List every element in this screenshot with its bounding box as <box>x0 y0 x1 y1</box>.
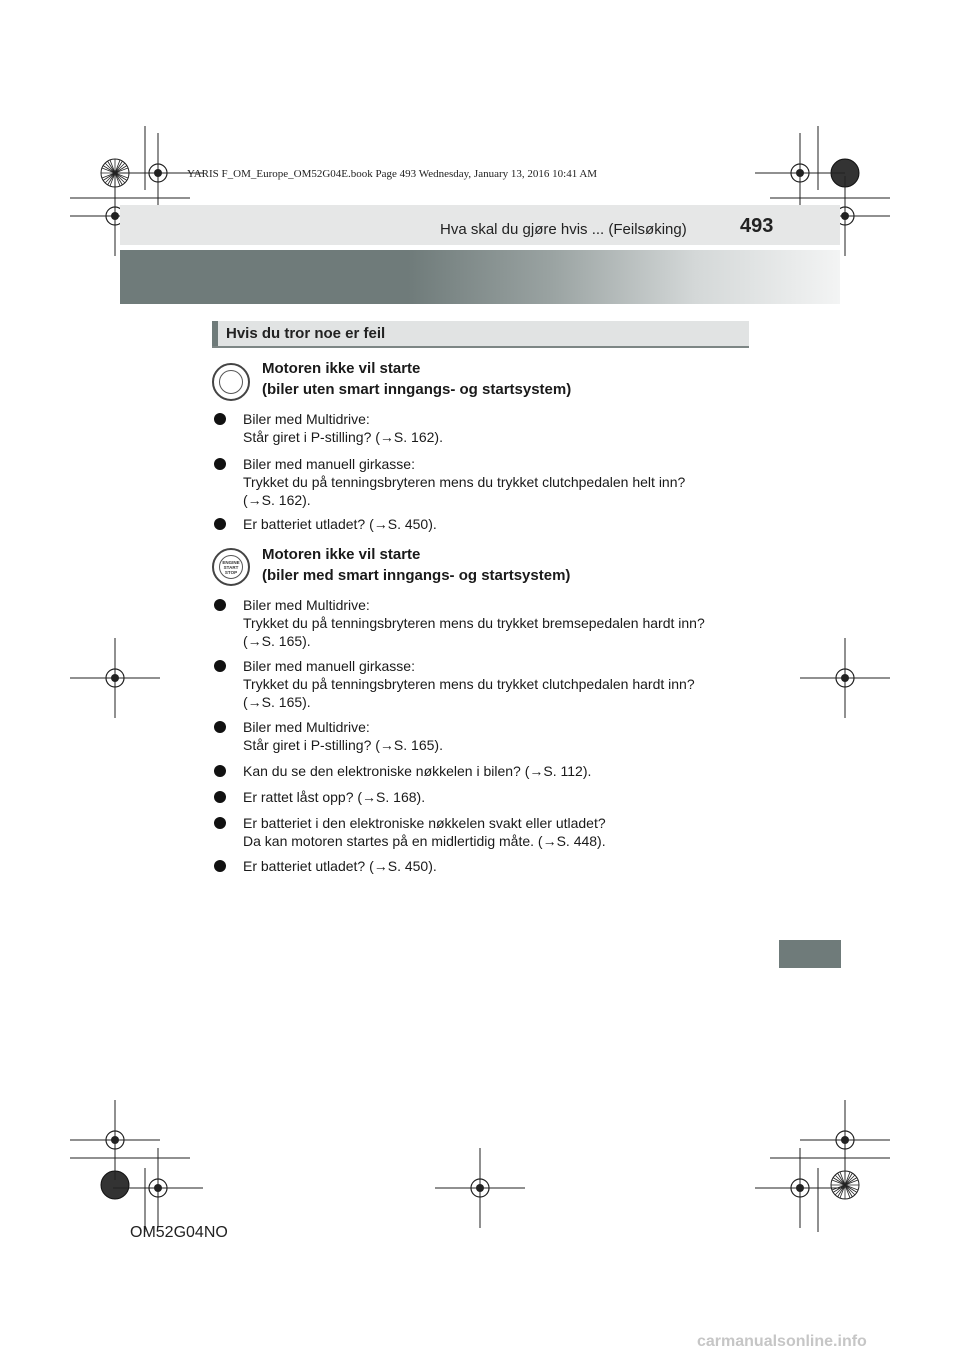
list-item <box>214 596 744 650</box>
item-line: (→S. 165). <box>243 694 311 710</box>
bullet-icon <box>214 518 226 530</box>
item-line: Står giret i P-stilling? (→S. 162). <box>243 429 443 445</box>
item-line: Biler med manuell girkasse: <box>243 658 415 674</box>
item-line: Står giret i P-stilling? (→S. 165). <box>243 737 443 753</box>
item-line: Biler med Multidrive: <box>243 597 370 613</box>
chapter-gradient-band <box>120 250 840 304</box>
section-header <box>212 321 749 348</box>
item-line: Biler med manuell girkasse: <box>243 456 415 472</box>
list-item <box>214 410 744 446</box>
item-line: Er rattet låst opp? (→S. 168). <box>243 789 426 805</box>
item-line: (→S. 162). <box>243 492 311 508</box>
list-item <box>214 657 744 711</box>
bullet-icon <box>214 599 226 611</box>
list-item <box>214 718 744 754</box>
engine-start-stop-button-icon <box>212 548 250 586</box>
ignition-key-slot <box>219 370 243 394</box>
list-item <box>214 788 744 806</box>
ignition-key-switch-icon <box>212 363 250 401</box>
print-info-line: YARIS F_OM_Europe_OM52G04E.book Page 493 Wednesday, January 13, 2016 10:41 AM <box>187 168 598 180</box>
bullet-icon <box>214 458 226 470</box>
item-line: Trykket du på tenningsbryteren mens du trykket clutchpedalen hardt inn? <box>243 676 695 692</box>
bullet-icon <box>214 765 226 777</box>
item-line: Biler med Multidrive: <box>243 411 370 427</box>
group2-title-line1: Motoren ikke vil starte <box>262 546 421 563</box>
item-line: (→S. 165). <box>243 633 311 649</box>
list-item <box>214 455 744 509</box>
list-item <box>214 814 744 850</box>
item-line: Er batteriet utladet? (→S. 450). <box>243 516 437 532</box>
list-item <box>214 857 744 875</box>
document-code: OM52G04NO <box>130 1224 228 1241</box>
group1-title-line2: (biler uten smart inngangs- og startsystem) <box>262 381 572 398</box>
bullet-icon <box>214 660 226 672</box>
item-line: Er batteriet i den elektroniske nøkkelen svakt eller utladet? <box>243 815 606 831</box>
item-line: Biler med Multidrive: <box>243 719 370 735</box>
list-item <box>214 515 744 533</box>
page-number: 493 <box>740 215 774 237</box>
item-line: Da kan motoren startes på en midlertidig måte. (→S. 448). <box>243 833 606 849</box>
item-line: Trykket du på tenningsbryteren mens du trykket bremsepedalen hardt inn? <box>243 615 705 631</box>
engine-button-label: ENGINE START STOP <box>222 560 240 575</box>
item-line: Kan du se den elektroniske nøkkelen i bilen? (→S. 112). <box>243 763 592 779</box>
item-line: Trykket du på tenningsbryteren mens du trykket clutchpedalen helt inn? <box>243 474 686 490</box>
group2-title-line2: (biler med smart inngangs- og startsystem) <box>262 567 571 584</box>
bullet-icon <box>214 860 226 872</box>
watermark: carmanualsonline.info <box>697 1333 867 1350</box>
list-item <box>214 762 744 780</box>
chapter-thumb-tab <box>779 940 841 968</box>
bullet-icon <box>214 791 226 803</box>
bullet-icon <box>214 817 226 829</box>
bullet-icon <box>214 721 226 733</box>
bullet-icon <box>214 413 226 425</box>
group1-title-line1: Motoren ikke vil starte <box>262 360 421 377</box>
item-line: Er batteriet utladet? (→S. 450). <box>243 858 437 874</box>
chapter-title: Hva skal du gjøre hvis ... (Feilsøking) <box>440 221 687 238</box>
section-title: Hvis du tror noe er feil <box>226 325 386 342</box>
